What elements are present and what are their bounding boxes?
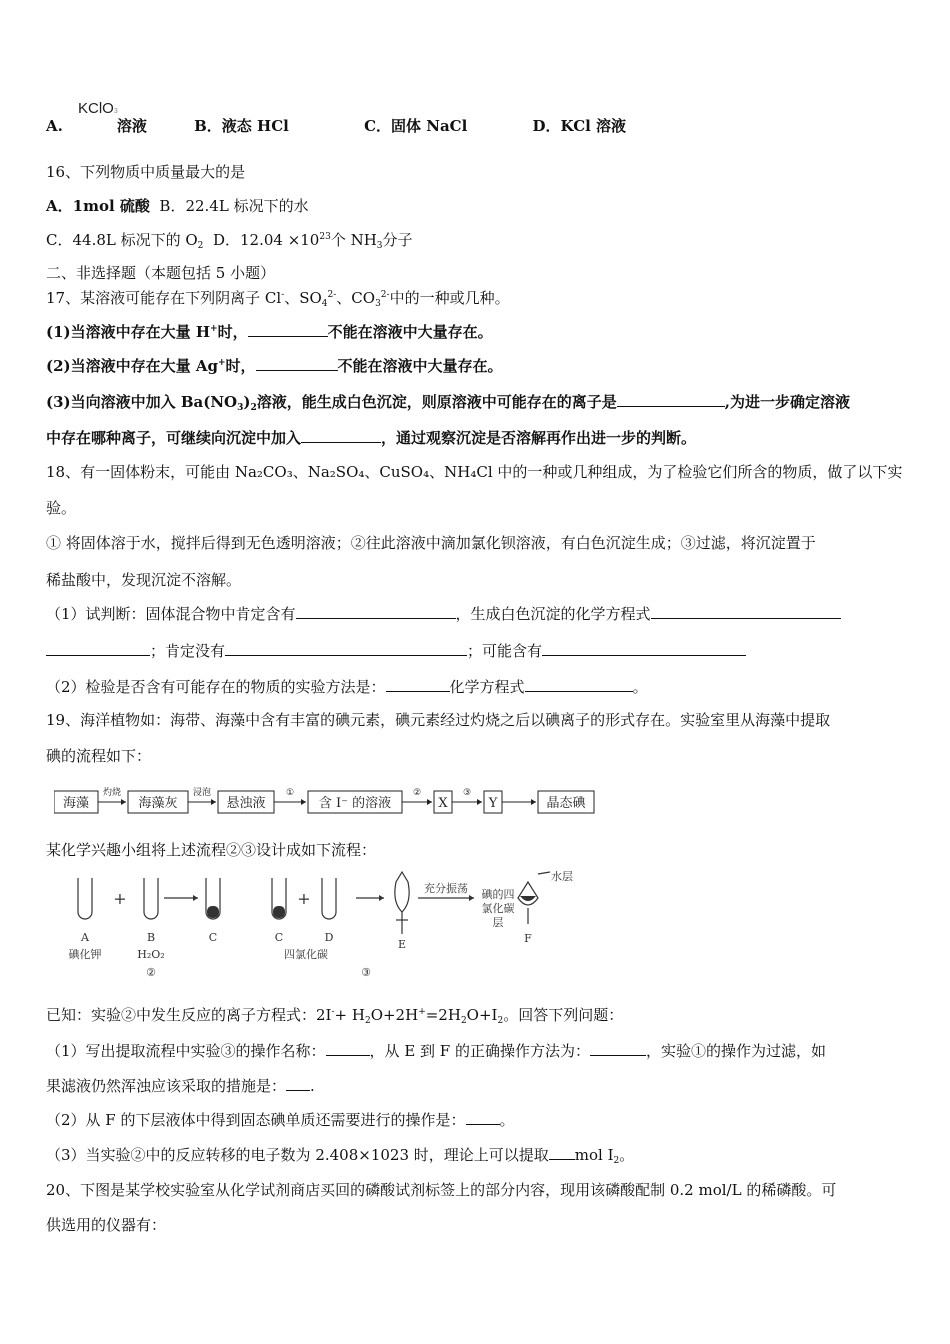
apparatus-diagram [66, 868, 586, 988]
q19-blank-4[interactable] [466, 1110, 500, 1125]
q19-blank-5[interactable] [549, 1145, 575, 1160]
label-b: B [146, 931, 156, 944]
label-layer-1: 碘的四 [481, 888, 515, 901]
kclo3-formula-image: KClO3 [78, 100, 118, 117]
label-c: C [208, 931, 218, 944]
separatory-funnel-f [518, 882, 538, 905]
label-a: A [81, 931, 89, 944]
flow-arrow-step3: ③ [462, 788, 472, 798]
q17-part-3-cont: 中存在哪种离子，可继续向沉淀中加入 ，通过观察沉淀是否溶解再作出进一步的判断。 [46, 429, 697, 447]
q18-blank-4[interactable] [225, 641, 467, 656]
flow-arrow-step2: ② [412, 788, 422, 798]
q19-line-1: 19、海洋植物如：海带、海藻中含有丰富的碘元素，碘元素经过灼烧之后以碘离子的形式存在。实验室里从海藻中提取 [46, 711, 831, 729]
label-layer-2: 氯化碳 [481, 902, 515, 915]
q17-stem: 17、某溶液可能存在下列阴离子 Cl-、$SO_4^{2-}$、$CO_3^{2-}$中的一种或几种。 [46, 289, 510, 309]
flow-arrow-step1: ① [285, 788, 295, 798]
q17-blank-3[interactable] [617, 392, 725, 407]
label-d-name: 四氯化碳 [284, 948, 328, 961]
label-e: E [397, 938, 407, 951]
plus-sign-1: + [113, 889, 127, 908]
q18-part-1: （1）试判断：固体混合物中肯定含有 ，生成白色沉淀的化学方程式 [46, 604, 841, 624]
test-tube-a [78, 878, 92, 919]
label-shake: 充分振荡 [424, 882, 468, 895]
separatory-funnel-e [395, 872, 409, 912]
q19-part-2: （2）从 F 的下层液体中得到固态碘单质还需要进行的操作是： 。 [46, 1111, 515, 1129]
q18-blank-7[interactable] [525, 677, 633, 692]
q15-option-a-label: A. [46, 117, 63, 135]
q19-part-1: （1）写出提取流程中实验③的操作名称： ，从 E 到 F 的正确操作方法为： ，实验①的操作为过滤，如 [46, 1042, 826, 1060]
q19-blank-2[interactable] [590, 1041, 646, 1056]
q18-blank-2[interactable] [651, 604, 841, 619]
section-2-heading: 二、非选择题（本题包括 5 小题） [46, 264, 276, 282]
q19-blank-3[interactable] [286, 1076, 310, 1091]
q19-part-1-cont: 果滤液仍然浑浊应该采取的措施是： . [46, 1077, 315, 1095]
test-tube-d [322, 878, 336, 919]
flow-label-y: Y [488, 796, 498, 811]
q15-option-c: C．固体 NaCl [364, 117, 468, 135]
q15-options [46, 116, 626, 136]
q19-line-3: 某化学兴趣小组将上述流程②③设计成如下流程： [46, 841, 377, 859]
q18-part-2: （2）检验是否含有可能存在的物质的实验方法是： 化学方程式 。 [46, 678, 648, 696]
q17-blank-2[interactable] [256, 356, 338, 371]
label-step-2: ② [146, 966, 156, 979]
label-water-layer: 水层 [551, 870, 573, 883]
q18-blank-1[interactable] [296, 604, 456, 619]
q17-part-3: (3)当向溶液中加入 $Ba(NO_3)_2$溶液，能生成白色沉淀，则原溶液中可能存在的离子是 ,为进一步确定溶液 [46, 393, 851, 413]
q19-known: 已知：实验②中发生反应的离子方程式：$2I^-+ H_2O+2H^+=2H_2O+I_2$。回答下列问题： [46, 1006, 624, 1026]
q20-line-1: 20、下图是某学校实验室从化学试剂商店买回的磷酸试剂标签上的部分内容，现用该磷酸配制 0.2 mol/L 的稀磷酸。可 [46, 1181, 837, 1199]
q16-options-ab: A．1mol 硫酸 B．22.4L 标况下的水 [46, 197, 309, 215]
label-layer-3: 层 [492, 916, 504, 929]
q19-blank-1[interactable] [326, 1041, 370, 1056]
q19-line-2: 碘的流程如下： [46, 747, 152, 765]
q16-options-cd: C．44.8L 标况下的 $O_2$ D．$12.04 \times 10^{23}$个 $NH_3$分子 [46, 231, 413, 251]
label-step-3: ③ [361, 966, 371, 979]
q15-option-a-text: 溶液 [116, 117, 147, 135]
q17-part-2: (2)当溶液中存在大量 Ag+时， 不能在溶液中大量存在。 [46, 357, 503, 375]
plus-sign-2: + [297, 889, 311, 908]
label-f: F [524, 932, 532, 945]
q17-part-1: (1)当溶液中存在大量 H+时， 不能在溶液中大量存在。 [46, 323, 493, 341]
q17-blank-1[interactable] [248, 322, 328, 337]
flow-arrow-burn: 灼烧 [102, 788, 122, 798]
q18-line-1: 18、有一固体粉末，可能由 Na₂CO₃、Na₂SO₄、CuSO₄、NH₄Cl 中的一种或几种组成，为了检验它们所含的物质，做了以下实 [46, 463, 903, 481]
iodine-layer [520, 896, 536, 901]
q18-line-3: ① 将固体溶于水，搅拌后得到无色透明溶液；②往此溶液中滴加氯化钡溶液，有白色沉淀生成；③过滤，将沉淀置于 [46, 534, 816, 552]
flow-arrow-soak: 浸泡 [192, 788, 212, 798]
flow-label-ash: 海藻灰 [138, 796, 178, 811]
flow-label-seaweed: 海藻 [62, 796, 90, 811]
q18-blank-5[interactable] [542, 641, 746, 656]
q18-blank-6[interactable] [386, 677, 450, 692]
label-d: D [324, 931, 334, 944]
precipitate-c2 [273, 906, 285, 918]
q18-blank-3[interactable] [46, 641, 150, 656]
flow-label-crystal: 晶态碘 [546, 796, 586, 811]
precipitate-c [207, 906, 219, 918]
label-b-name: H₂O₂ [137, 948, 165, 961]
q18-line-2: 验。 [46, 499, 77, 517]
q18-line-4: 稀盐酸中，发现沉淀不溶解。 [46, 571, 242, 589]
label-c2: C [274, 931, 284, 944]
q16-stem: 16、下列物质中质量最大的是 [46, 163, 246, 181]
q19-part-3: （3）当实验②中的反应转移的电子数为 2.408×1023 时，理论上可以提取 mol $I_2$。 [46, 1146, 635, 1166]
q20-line-2: 供选用的仪器有： [46, 1216, 167, 1234]
extraction-flowchart [54, 785, 614, 821]
q15-option-b: B．液态 HCl [194, 117, 289, 135]
test-tube-b [144, 878, 158, 919]
flow-label-suspension: 悬浊液 [226, 796, 266, 811]
q18-part-1-cont: ；肯定没有 ；可能含有 [46, 641, 746, 661]
label-a-name: 碘化钾 [68, 948, 102, 961]
q17-blank-4[interactable] [301, 428, 381, 443]
flow-label-iodide: 含 I⁻ 的溶液 [318, 796, 392, 811]
flow-label-x: X [438, 796, 448, 811]
q15-option-d: D．KCl 溶液 [532, 117, 627, 135]
